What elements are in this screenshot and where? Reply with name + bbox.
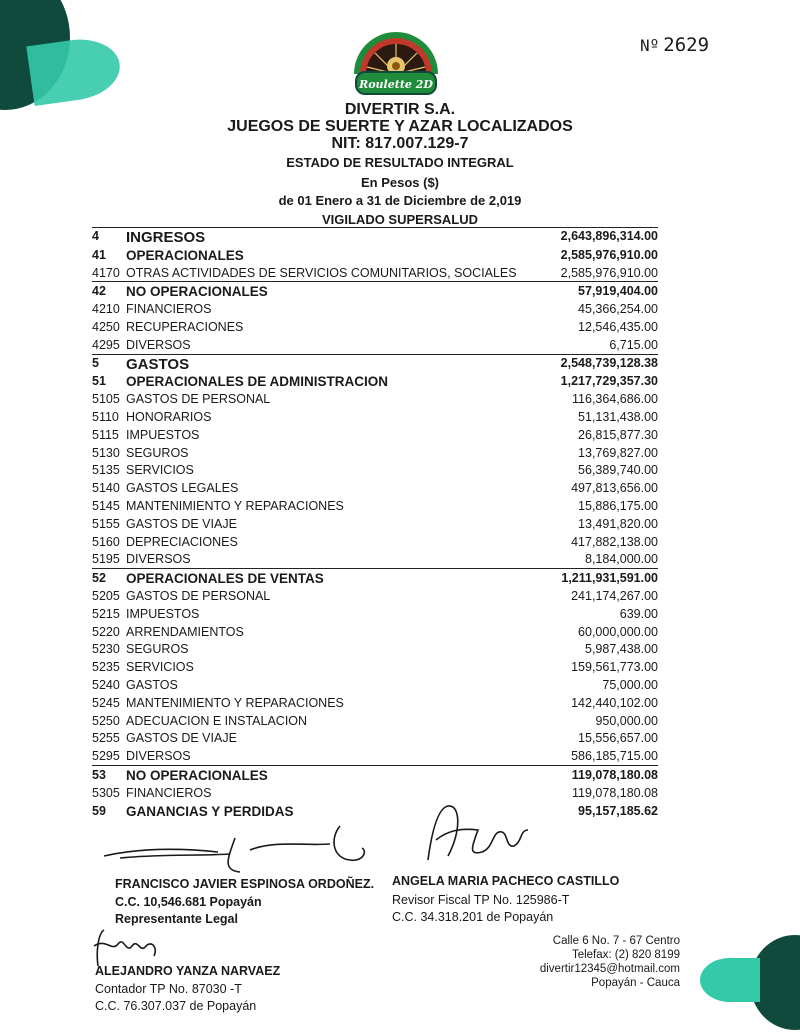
company-logo — [346, 22, 446, 100]
address-phone: Telefax: (2) 820 8199 — [571, 949, 680, 961]
fiscal-role: Revisor Fiscal TP No. 125986-T — [392, 893, 570, 907]
table-row: 5115 IMPUESTOS 26,815,877.30 — [92, 427, 658, 442]
table-row: 4 INGRESOS 2,643,896,314.00 — [92, 229, 658, 246]
table-row: 5130 SEGUROS 13,769,827.00 — [92, 445, 658, 460]
table-row: 4295 DIVERSOS 6,715.00 — [92, 337, 658, 352]
company-name: DIVERTIR S.A. — [344, 101, 456, 118]
table-row: 5145 MANTENIMIENTO Y REPARACIONES 15,886,175.00 — [92, 498, 658, 513]
company-nit: NIT: 817.007.129-7 — [331, 135, 469, 152]
table-row: 5195 DIVERSOS 8,184,000.00 — [92, 552, 658, 567]
income-statement-table — [92, 227, 658, 819]
table-row: 5105 GASTOS DE PERSONAL 116,364,686.00 — [92, 392, 658, 407]
address-email: divertir12345@hotmail.com — [539, 963, 680, 975]
table-row: 5215 IMPUESTOS 639.00 — [92, 606, 658, 621]
table-row: 5230 SEGUROS 5,987,438.00 — [92, 642, 658, 657]
fiscal-id: C.C. 34.318.201 de Popayán — [392, 910, 554, 924]
table-row: 5220 ARRENDAMIENTOS 60,000,000.00 — [92, 624, 658, 639]
corner-decoration-light — [26, 34, 123, 106]
table-row: 53 NO OPERACIONALES 119,078,180.08 — [92, 765, 658, 784]
table-row: 5205 GASTOS DE PERSONAL 241,174,267.00 — [92, 588, 658, 603]
company-address — [540, 934, 680, 990]
signature-accountant-icon — [88, 922, 168, 970]
corner-decoration-light — [700, 958, 760, 1002]
table-row: 52 OPERACIONALES DE VENTAS 1,211,931,591.00 — [92, 568, 658, 587]
table-row: 5240 GASTOS 75,000.00 — [92, 677, 658, 692]
legal-rep-name: FRANCISCO JAVIER ESPINOSA ORDOÑEZ. — [115, 877, 375, 891]
table-row: 4170 OTRAS ACTIVIDADES DE SERVICIOS COMUNITARIOS, SOCIALES 2,585,976,910.00 — [92, 265, 658, 280]
address-city: Popayán - Cauca — [591, 977, 680, 989]
serial-label: Nº — [640, 36, 660, 55]
table-row: 5135 SERVICIOS 56,389,740.00 — [92, 463, 658, 478]
table-row: 59 GANANCIAS Y PERDIDAS 95,157,185.62 — [92, 803, 658, 819]
table-row: 5235 SERVICIOS 159,561,773.00 — [92, 660, 658, 675]
logo-text: Roulette 2D — [359, 78, 433, 91]
table-row: 51 OPERACIONALES DE ADMINISTRACION 1,217,729,357.30 — [92, 374, 658, 390]
report-title: ESTADO DE RESULTADO INTEGRAL — [286, 155, 514, 170]
table-row: 5250 ADECUACION E INSTALACION 950,000.00 — [92, 713, 658, 728]
accountant-role: Contador TP No. 87030 -T — [95, 982, 242, 996]
table-row: 4210 FINANCIEROS 45,366,254.00 — [92, 302, 658, 317]
report-supervision: VIGILADO SUPERSALUD — [321, 212, 478, 227]
table-row: 42 NO OPERACIONALES 57,919,404.00 — [92, 281, 658, 300]
table-row: 4250 RECUPERACIONES 12,546,435.00 — [92, 319, 658, 334]
company-activity: JUEGOS DE SUERTE Y AZAR LOCALIZADOS — [227, 118, 573, 135]
table-row: 5110 HONORARIOS 51,131,438.00 — [92, 409, 658, 424]
table-row: 5245 MANTENIMIENTO Y REPARACIONES 142,440,102.00 — [92, 695, 658, 710]
table-row: 5305 FINANCIEROS 119,078,180.08 — [92, 785, 658, 800]
accountant-id: C.C. 76.307.037 de Popayán — [95, 999, 257, 1013]
report-period: de 01 Enero a 31 de Diciembre de 2,019 — [278, 193, 522, 208]
serial-number — [640, 34, 709, 56]
table-row: 5255 GASTOS DE VIAJE 15,556,657.00 — [92, 731, 658, 746]
legal-rep-id: C.C. 10,546.681 Popayán — [115, 895, 262, 909]
fiscal-name: ANGELA MARIA PACHECO CASTILLO — [392, 874, 620, 888]
table-row: 41 OPERACIONALES 2,585,976,910.00 — [92, 247, 658, 263]
table-row: 5140 GASTOS LEGALES 497,813,656.00 — [92, 481, 658, 496]
roulette-logo-icon — [346, 22, 446, 100]
report-currency: En Pesos ($) — [360, 175, 440, 190]
table-row: 5295 DIVERSOS 586,185,715.00 — [92, 749, 658, 764]
table-row: 5 GASTOS 2,548,739,128.38 — [92, 355, 658, 373]
signature-fiscal-icon — [418, 790, 538, 870]
table-row: 5160 DEPRECIACIONES 417,882,138.00 — [92, 534, 658, 549]
accountant-name: ALEJANDRO YANZA NARVAEZ — [95, 964, 281, 978]
serial-value: 2629 — [663, 34, 710, 56]
address-line: Calle 6 No. 7 - 67 Centro — [552, 935, 680, 947]
table-row: 5155 GASTOS DE VIAJE 13,491,820.00 — [92, 516, 658, 531]
legal-rep-role: Representante Legal — [115, 912, 238, 926]
signature-legal-rep-icon — [100, 818, 380, 878]
